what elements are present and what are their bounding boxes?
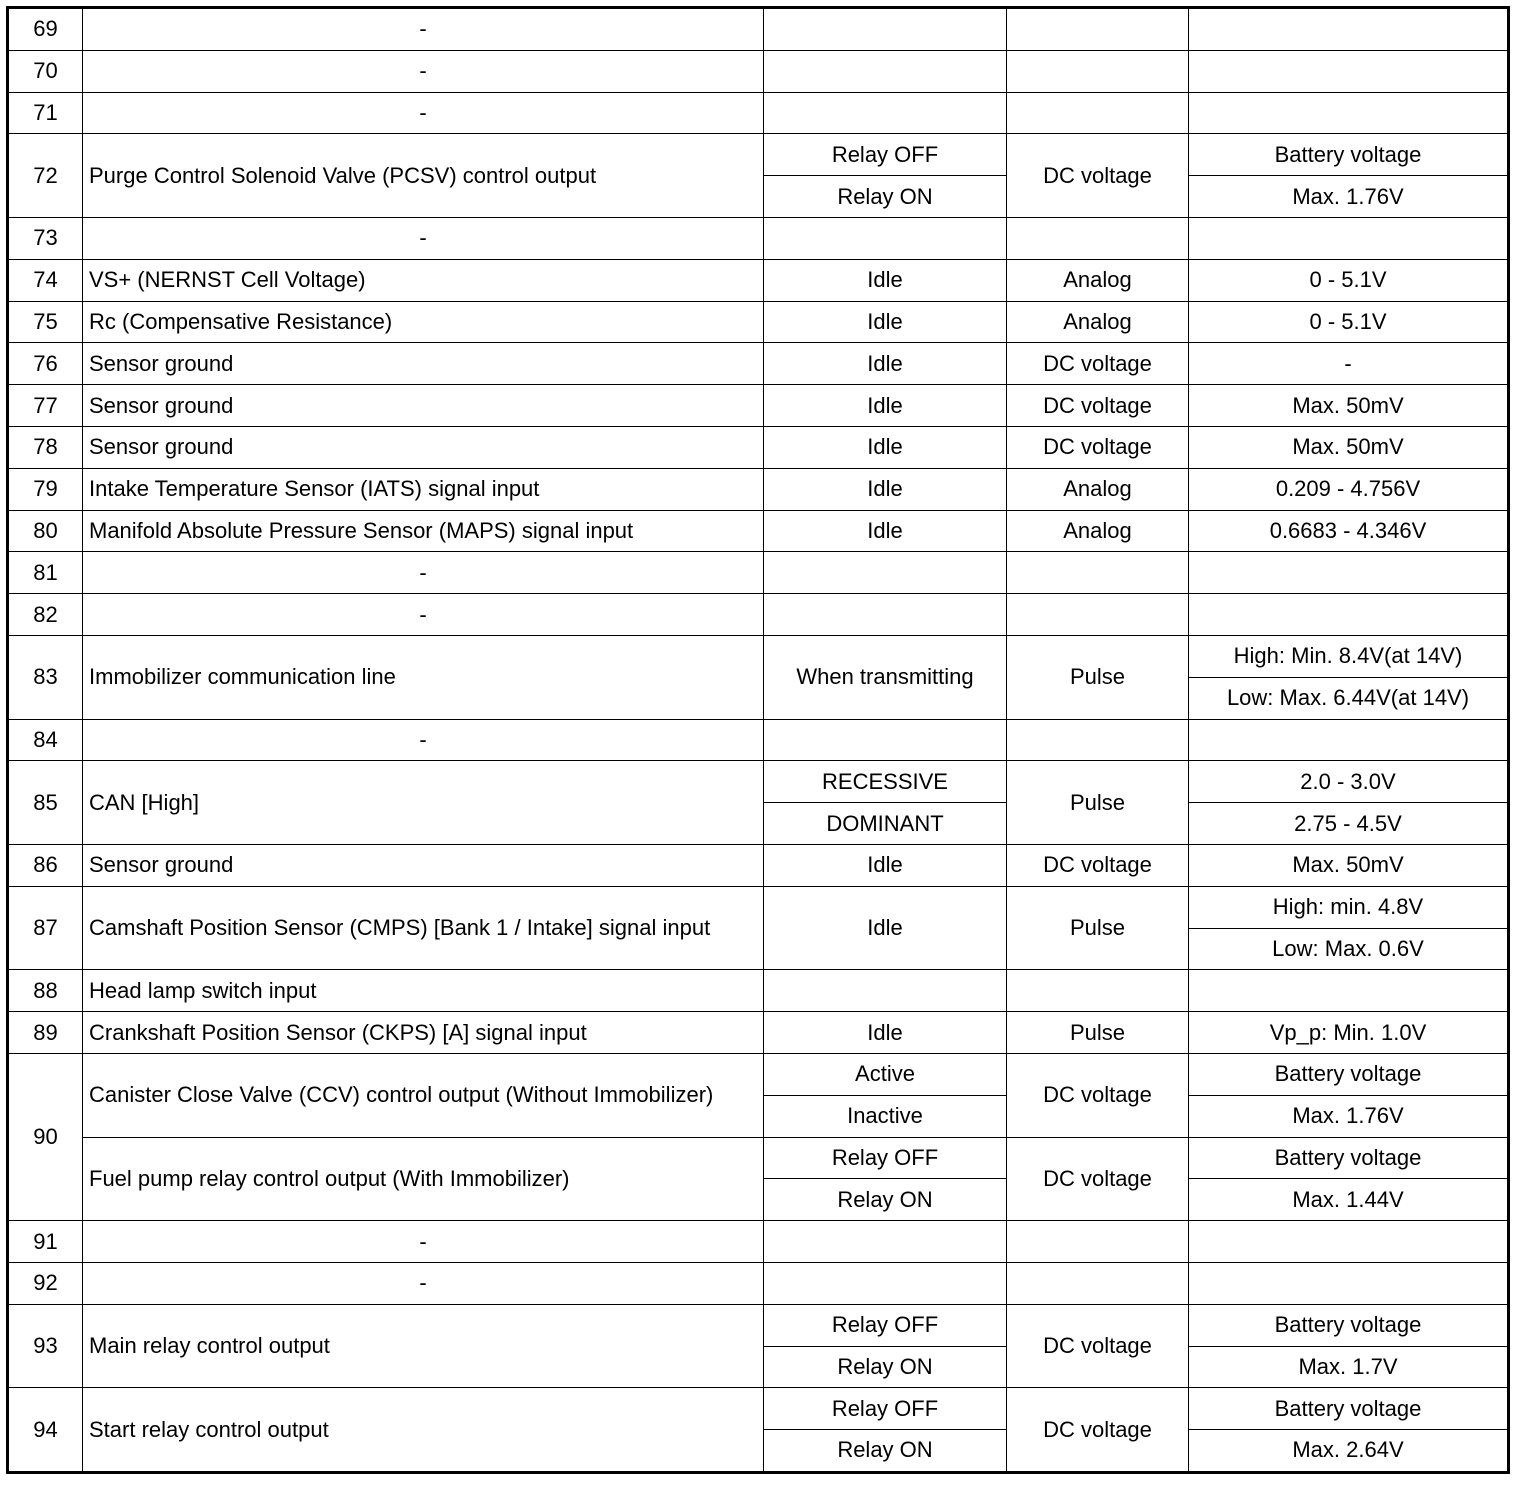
pin-number: 88 [8,970,83,1012]
signal-type: DC voltage [1007,134,1189,218]
test-condition: Idle [764,385,1007,427]
signal-type: Pulse [1007,761,1189,845]
specification-value: Max. 50mV [1189,385,1509,427]
table-row [8,886,1509,928]
table-row [8,1137,1509,1179]
pin-number: 85 [8,761,83,845]
table-body [8,8,1509,1473]
specification-value: 0.209 - 4.756V [1189,468,1509,510]
table-row [8,385,1509,427]
table-row [8,217,1509,259]
pin-number: 76 [8,343,83,385]
test-condition [764,8,1007,51]
pin-description: - [83,719,764,761]
table-row [8,1053,1509,1095]
specification-value: Low: Max. 0.6V [1189,928,1509,970]
pin-number: 83 [8,635,83,719]
pin-number: 93 [8,1304,83,1388]
specification-value: Max. 2.64V [1189,1430,1509,1473]
signal-type: Pulse [1007,635,1189,719]
test-condition: Inactive [764,1095,1007,1137]
table-row [8,1012,1509,1054]
table-row [8,50,1509,92]
specification-value [1189,1262,1509,1304]
test-condition: Relay ON [764,1179,1007,1221]
pin-description: Manifold Absolute Pressure Sensor (MAPS) signal input [83,510,764,552]
specification-value [1189,50,1509,92]
specification-value [1189,594,1509,636]
table-row [8,844,1509,886]
pin-number: 94 [8,1388,83,1473]
test-condition [764,92,1007,134]
pin-description: - [83,50,764,92]
pin-description: Camshaft Position Sensor (CMPS) [Bank 1 / Intake] signal input [83,886,764,970]
specification-value: Battery voltage [1189,1053,1509,1095]
specification-value: Max. 1.76V [1189,176,1509,218]
specification-value: Vp_p: Min. 1.0V [1189,1012,1509,1054]
signal-type [1007,92,1189,134]
signal-type [1007,719,1189,761]
specification-value: High: Min. 8.4V(at 14V) [1189,635,1509,677]
table-row [8,552,1509,594]
specification-value [1189,719,1509,761]
pin-specification-table [6,6,1510,1474]
signal-type: Pulse [1007,1012,1189,1054]
signal-type [1007,970,1189,1012]
pin-description: Crankshaft Position Sensor (CKPS) [A] signal input [83,1012,764,1054]
signal-type: DC voltage [1007,426,1189,468]
signal-type [1007,594,1189,636]
test-condition: Idle [764,468,1007,510]
pin-description: - [83,217,764,259]
test-condition: Idle [764,1012,1007,1054]
pin-number: 80 [8,510,83,552]
pin-number: 79 [8,468,83,510]
specification-value: Max. 1.76V [1189,1095,1509,1137]
specification-value: 0 - 5.1V [1189,259,1509,301]
specification-value: Battery voltage [1189,1137,1509,1179]
pin-description: VS+ (NERNST Cell Voltage) [83,259,764,301]
pin-description: Sensor ground [83,343,764,385]
table-row [8,92,1509,134]
signal-type: DC voltage [1007,1304,1189,1388]
pin-number: 81 [8,552,83,594]
specification-value: Max. 50mV [1189,426,1509,468]
specification-value: Max. 1.44V [1189,1179,1509,1221]
test-condition: When transmitting [764,635,1007,719]
pin-description: Canister Close Valve (CCV) control output (Without Immobilizer) [83,1053,764,1137]
signal-type [1007,1221,1189,1263]
specification-value: Battery voltage [1189,134,1509,176]
table-row [8,594,1509,636]
signal-type: Analog [1007,510,1189,552]
test-condition: Relay OFF [764,134,1007,176]
pin-description: - [83,594,764,636]
table-row [8,1221,1509,1263]
specification-value: Low: Max. 6.44V(at 14V) [1189,677,1509,719]
signal-type: Analog [1007,468,1189,510]
pin-number: 84 [8,719,83,761]
specification-value: Max. 50mV [1189,844,1509,886]
pin-number: 78 [8,426,83,468]
test-condition: DOMINANT [764,803,1007,845]
test-condition: Idle [764,343,1007,385]
table-row [8,510,1509,552]
table-row [8,1304,1509,1346]
signal-type [1007,1262,1189,1304]
table-row [8,301,1509,343]
test-condition [764,719,1007,761]
test-condition: RECESSIVE [764,761,1007,803]
test-condition [764,594,1007,636]
test-condition: Idle [764,259,1007,301]
pin-number: 87 [8,886,83,970]
specification-value: - [1189,343,1509,385]
table-row [8,259,1509,301]
test-condition [764,552,1007,594]
table-row [8,970,1509,1012]
test-condition [764,217,1007,259]
pin-number: 90 [8,1053,83,1220]
test-condition: Relay OFF [764,1137,1007,1179]
test-condition [764,1221,1007,1263]
pin-number: 70 [8,50,83,92]
test-condition: Relay ON [764,1346,1007,1388]
signal-type: DC voltage [1007,844,1189,886]
pin-number: 73 [8,217,83,259]
specification-value: 0 - 5.1V [1189,301,1509,343]
test-condition [764,50,1007,92]
specification-value [1189,1221,1509,1263]
signal-type: Analog [1007,301,1189,343]
pin-description: CAN [High] [83,761,764,845]
specification-value: Max. 1.7V [1189,1346,1509,1388]
pin-number: 75 [8,301,83,343]
table-row [8,1262,1509,1304]
pin-description: - [83,1262,764,1304]
pin-number: 91 [8,1221,83,1263]
signal-type [1007,217,1189,259]
test-condition: Active [764,1053,1007,1095]
signal-type: Pulse [1007,886,1189,970]
specification-value: 2.0 - 3.0V [1189,761,1509,803]
signal-type [1007,552,1189,594]
table-row [8,343,1509,385]
pin-description: Fuel pump relay control output (With Immobilizer) [83,1137,764,1221]
pin-description: Sensor ground [83,426,764,468]
test-condition: Relay OFF [764,1304,1007,1346]
test-condition: Relay ON [764,176,1007,218]
signal-type: DC voltage [1007,343,1189,385]
specification-value: High: min. 4.8V [1189,886,1509,928]
test-condition: Idle [764,301,1007,343]
signal-type: DC voltage [1007,385,1189,427]
pin-description: - [83,552,764,594]
signal-type: DC voltage [1007,1388,1189,1473]
specification-value [1189,552,1509,594]
table-row [8,719,1509,761]
signal-type [1007,8,1189,51]
table-row [8,761,1509,803]
signal-type [1007,50,1189,92]
signal-type: Analog [1007,259,1189,301]
test-condition: Idle [764,426,1007,468]
pin-number: 86 [8,844,83,886]
specification-value: Battery voltage [1189,1388,1509,1430]
table-row [8,635,1509,677]
pin-description: Intake Temperature Sensor (IATS) signal input [83,468,764,510]
table-row [8,8,1509,51]
test-condition: Relay ON [764,1430,1007,1473]
pin-number: 72 [8,134,83,218]
pin-description: Main relay control output [83,1304,764,1388]
test-condition [764,970,1007,1012]
pin-description: - [83,92,764,134]
specification-value [1189,217,1509,259]
pin-description: Immobilizer communication line [83,635,764,719]
specification-value: 2.75 - 4.5V [1189,803,1509,845]
test-condition: Relay OFF [764,1388,1007,1430]
test-condition: Idle [764,510,1007,552]
pin-description: Sensor ground [83,385,764,427]
table-row [8,134,1509,176]
pin-description: Sensor ground [83,844,764,886]
test-condition: Idle [764,844,1007,886]
specification-value: Battery voltage [1189,1304,1509,1346]
pin-description: Rc (Compensative Resistance) [83,301,764,343]
pin-number: 89 [8,1012,83,1054]
pin-number: 92 [8,1262,83,1304]
pin-description: Start relay control output [83,1388,764,1473]
pin-description: - [83,8,764,51]
table-row [8,1388,1509,1430]
test-condition [764,1262,1007,1304]
signal-type: DC voltage [1007,1137,1189,1221]
table-row [8,426,1509,468]
table-row [8,468,1509,510]
pin-number: 77 [8,385,83,427]
pin-number: 82 [8,594,83,636]
pin-number: 71 [8,92,83,134]
pin-number: 74 [8,259,83,301]
pin-number: 69 [8,8,83,51]
pin-description: Head lamp switch input [83,970,764,1012]
pin-description: Purge Control Solenoid Valve (PCSV) control output [83,134,764,218]
specification-value [1189,8,1509,51]
specification-value [1189,92,1509,134]
test-condition: Idle [764,886,1007,970]
signal-type: DC voltage [1007,1053,1189,1137]
specification-value [1189,970,1509,1012]
specification-value: 0.6683 - 4.346V [1189,510,1509,552]
pin-description: - [83,1221,764,1263]
